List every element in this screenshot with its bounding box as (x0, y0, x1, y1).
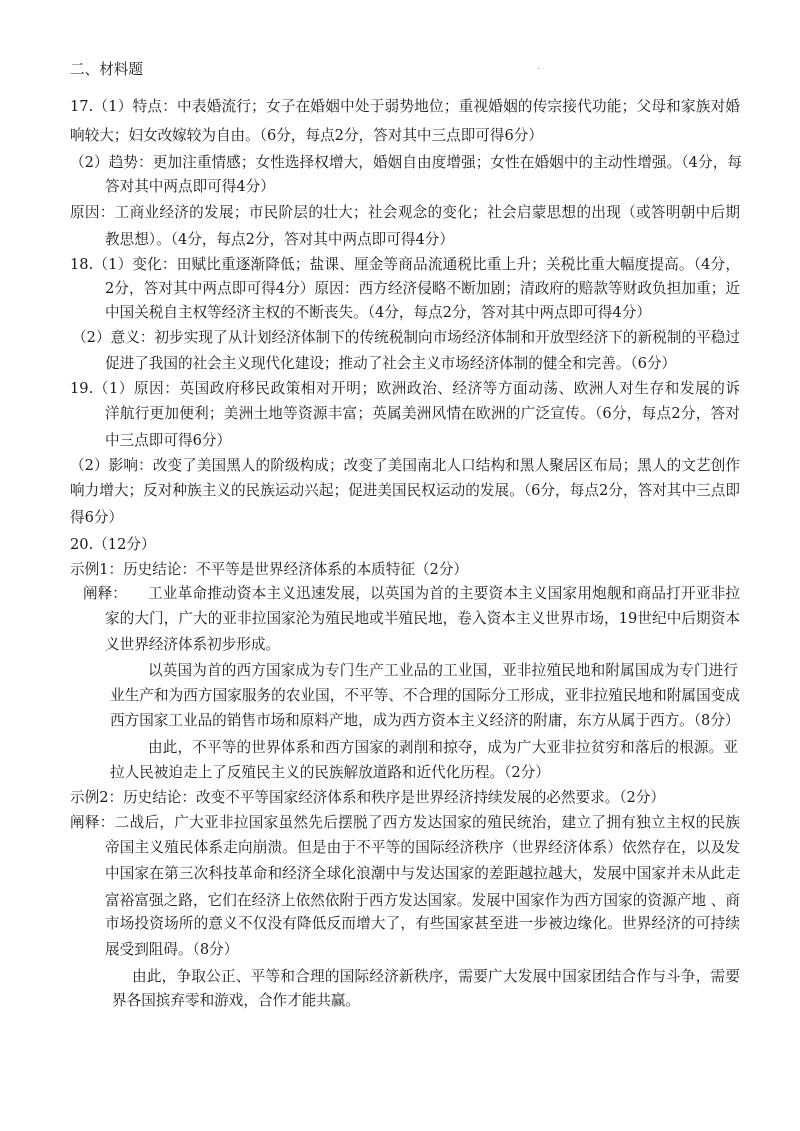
q19-part1-line2: 洋航行更加便利；美洲土地等资源丰富；英属美洲风情在欧洲的广泛宣传。（6分，每点2分，答对 (105, 405, 740, 422)
example1-conclusion: 示例1：历史结论：不平等是世界经济体系的本质特征（2分） (70, 561, 469, 578)
example2-para1-line6: 展受到阻碍。（8分） (105, 941, 239, 958)
q17-part1-line1: 17.（1）特点：中表婚流行；女子在婚姻中处于弱势地位；重视婚姻的传宗接代功能；父母和家族对婚 (70, 98, 740, 115)
q19-part1-line1: 19.（1）原因：英国政府移民政策相对开明；欧洲政治、经济等方面动荡、欧洲人对生存和发展的诉 (70, 380, 740, 397)
example1-para1-line2: 家的大门，广大的亚非拉国家沦为殖民地或半殖民地，卷入资本主义世界市场，19世纪中后期资本 (105, 610, 740, 627)
example2-para1-line3: 中国家在第三次科技革命和经济全球化浪潮中与发达国家的差距越拉越大，发展中国家并未从此走 (105, 865, 740, 882)
q17-part1-line2: 响较大；妇女改嫁较为自由。（6分，每点2分，答对其中三点即可得6分） (70, 127, 543, 144)
example1-para2-line3: 西方国家工业品的销售市场和原料产地，成为西方资本主义经济的附庸，东方从属于西方。（8分） (110, 712, 740, 729)
q19-part2-line1: （2）影响：改变了美国黑人的阶级构成；改变了美国南北人口结构和黑人聚居区布局；黑人的文艺创作 (70, 457, 740, 474)
example2-para1-line5: 市场投资场所的意义不仅没有降低反而增大了，有些国家甚至进一步被边缘化。世界经济的可持续 (105, 915, 740, 932)
q20-heading: 20.（12分） (70, 536, 156, 553)
q17-reason-line2: 教思想）。（4分，每点2分，答对其中两点即可得4分） (105, 231, 454, 248)
section-title: 二、材料题 (70, 61, 143, 78)
q18-part2-line2: 促进了我国的社会主义现代化建设；推动了社会主义市场经济体制的健全和完善。（6分） (105, 355, 677, 372)
scan-speck (538, 68, 539, 69)
example1-para3-line2: 拉人民被迫走上了反殖民主义的民族解放道路和近代化历程。（2分） (110, 764, 550, 781)
q18-part1-line3: 中国关税自主权等经济主权的不断丧失。（4分，每点2分，答对其中两点即可得4分） (105, 304, 651, 321)
example1-para1-line3: 义世界经济体系初步形成。 (105, 636, 281, 653)
example1-para2-line1: 以英国为首的西方国家成为专门生产工业品的工业国，亚非拉殖民地和附属国成为专门进行 (148, 662, 738, 679)
example1-para1-line1: 工业革命推动资本主义迅速发展，以英国为首的主要资本主义国家用炮舰和商品打开亚非拉 (148, 585, 740, 602)
q18-part2-line1: （2）意义：初步实现了从计划经济体制下的传统税制向市场经济体制和开放型经济下的新税制的平稳过 (72, 329, 740, 346)
example2-para1-line4: 富裕富强之路，它们在经济上依然依附于西方发达国家。发展中国家作为西方国家的资源产地 、商 (105, 892, 740, 909)
q17-part2-line1: （2）趋势：更加注重情感；女性选择权增大，婚姻自由度增强；女性在婚姻中的主动性增强。（4分，每 (70, 154, 742, 171)
q17-part2-line2: 答对其中两点即可得4分） (105, 178, 275, 195)
example2-para2-line1: 由此，争取公正、平等和合理的国际经济新秩序，需要广大发展中国家团结合作与斗争，需要 (132, 968, 740, 985)
q18-part1-line1: 18.（1）变化：田赋比重逐渐降低；盐课、厘金等商品流通税比重上升；关税比重大幅度提高。（4分， (70, 256, 740, 273)
example2-conclusion: 示例2：历史结论：改变不平等国家经济体系和秩序是世界经济持续发展的必然要求。（2分） (70, 789, 666, 806)
q19-part2-line3: 得6分） (70, 509, 124, 526)
example2-para1-line1: 阐释：二战后，广大亚非拉国家虽然先后摆脱了西方发达国家的殖民统治，建立了拥有独立主权的民族 (70, 814, 740, 831)
example2-para1-line2: 帝国主义殖民体系走向崩溃。但是由于不平等的国际经济秩序（世界经济体系）依然存在，以及发 (105, 839, 740, 856)
q17-reason-line1: 原因：工商业经济的发展；市民阶层的壮大；社会观念的变化；社会启蒙思想的出现（或答明朝中后期 (70, 204, 740, 221)
example1-para2-line2: 业生产和为西方国家服务的农业国，不平等、不合理的国际分工形成，亚非拉殖民地和附属国变成 (110, 687, 740, 704)
q19-part2-line2: 响力增大；反对种族主义的民族运动兴起；促进美国民权运动的发展。（6分，每点2分，答对其中三点即 (70, 482, 740, 499)
example2-para2-line2: 界各国摈弃零和游戏，合作才能共赢。 (112, 992, 361, 1009)
example1-explain-label: 阐释： (83, 585, 127, 602)
q18-part1-line2: 2分，答对其中两点即可得4分）原因：西方经济侵略不断加剧；清政府的赔款等财政负担加重；近 (105, 280, 740, 297)
example1-para3-line1: 由此，不平等的世界体系和西方国家的剥削和掠夺，成为广大亚非拉贫穷和落后的根源。亚 (148, 739, 738, 756)
q19-part1-line3: 中三点即可得6分） (105, 432, 232, 449)
